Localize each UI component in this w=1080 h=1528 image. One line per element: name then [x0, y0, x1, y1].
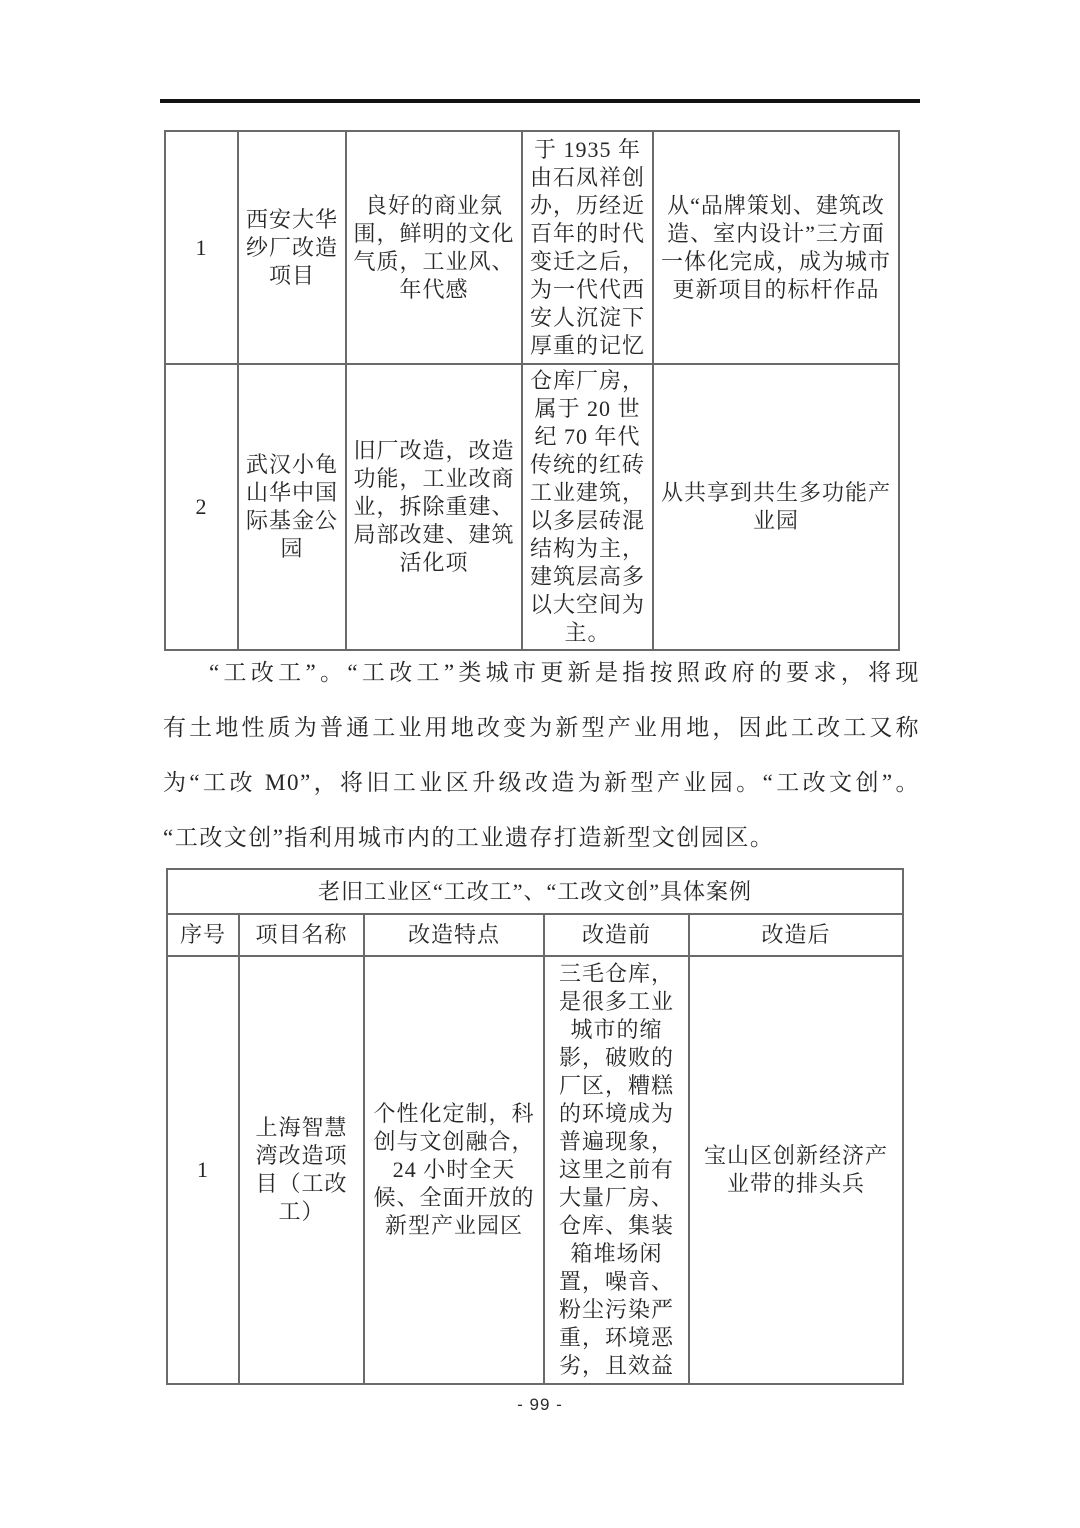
- cell-before: 仓库厂房，属于 20 世纪 70 年代传统的红砖工业建筑，以多层砖混结构为主，建筑层高多以大空间为主。: [522, 364, 653, 650]
- cell-after: 宝山区创新经济产业带的排头兵: [689, 956, 903, 1384]
- column-header-before: 改造前: [544, 914, 689, 956]
- header-rule: [160, 99, 920, 103]
- column-header-features: 改造特点: [364, 914, 544, 956]
- cell-features: 旧厂改造，改造功能，工业改商业，拆除重建、局部改建、建筑活化项: [346, 364, 522, 650]
- table-row: [167, 956, 903, 1384]
- renewal-projects-table-continued: [164, 130, 900, 651]
- table-title: 老旧工业区“工改工”、“工改文创”具体案例: [167, 869, 903, 914]
- column-header-name: 项目名称: [239, 914, 364, 956]
- column-header-index: 序号: [167, 914, 239, 956]
- paragraph-line: 为“工改 M0”，将旧工业区升级改造为新型产业园。“工改文创”。: [163, 770, 920, 795]
- cell-before: 于 1935 年由石凤祥创办，历经近百年的时代变迁之后，为一代代西安人沉淀下厚重的记忆: [522, 131, 653, 364]
- cell-features: 个性化定制，科创与文创融合，24 小时全天候、全面开放的新型产业园区: [364, 956, 544, 1384]
- case-examples-table: [166, 868, 904, 1385]
- paragraph-line: 有土地性质为普通工业用地改变为新型产业用地，因此工改工又称: [163, 715, 920, 740]
- cell-project-name: 上海智慧湾改造项目（工改工）: [239, 956, 364, 1384]
- cell-project-name: 武汉小龟山华中国际基金公园: [238, 364, 346, 650]
- table-row: [165, 131, 899, 364]
- table-title-row: [167, 869, 903, 914]
- column-header-after: 改造后: [689, 914, 903, 956]
- cell-after: 从共享到共生多功能产业园: [653, 364, 899, 650]
- page-number: - 99 -: [517, 1395, 563, 1414]
- cell-after: 从“品牌策划、建筑改造、室内设计”三方面一体化完成，成为城市更新项目的标杆作品: [653, 131, 899, 364]
- table-row: [165, 364, 899, 650]
- body-paragraph: [163, 645, 920, 865]
- cell-before: 三毛仓库，是很多工业城市的缩影，破败的厂区，糟糕的环境成为普遍现象，这里之前有大量厂房、仓库、集装箱堆场闲置，噪音、粉尘污染严重，环境恶劣，且效益: [544, 956, 689, 1384]
- cell-index: 1: [167, 956, 239, 1384]
- table-header-row: [167, 914, 903, 956]
- cell-features: 良好的商业氛围，鲜明的文化气质，工业风、年代感: [346, 131, 522, 364]
- paragraph-line: “工改工”。“工改工”类城市更新是指按照政府的要求，将现: [209, 660, 920, 685]
- cell-index: 2: [165, 364, 238, 650]
- paragraph-line: “工改文创”指利用城市内的工业遗存打造新型文创园区。: [163, 825, 775, 850]
- cell-index: 1: [165, 131, 238, 364]
- cell-project-name: 西安大华纱厂改造项目: [238, 131, 346, 364]
